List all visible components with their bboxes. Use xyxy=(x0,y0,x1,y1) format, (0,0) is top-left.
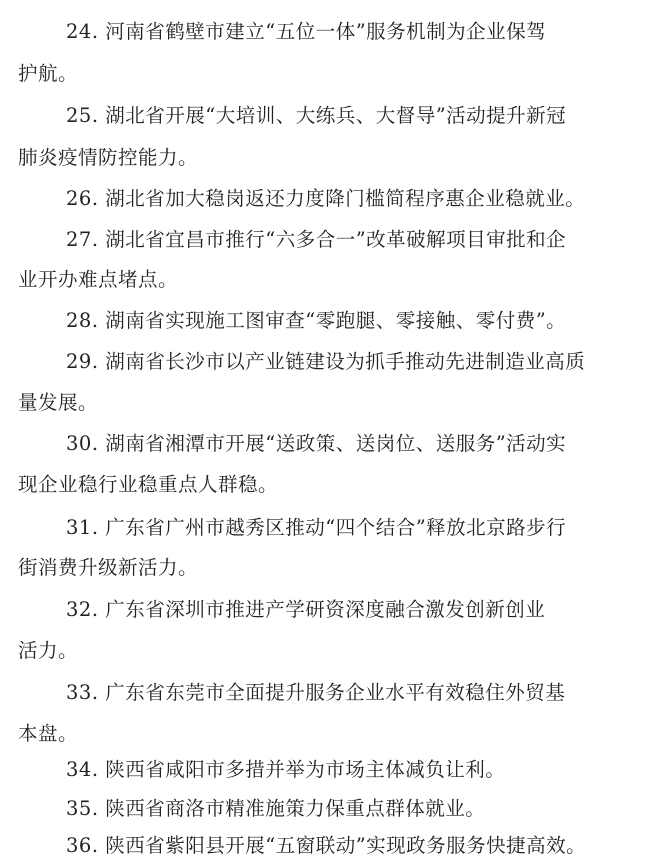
list-item-continuation: 街消费升级新活力。 xyxy=(18,556,199,579)
list-item-continuation: 本盘。 xyxy=(18,722,79,745)
item-number: 28. xyxy=(66,309,99,332)
item-number: 36. xyxy=(66,834,99,857)
item-text: 湖南省实现施工图审查“零跑腿、零接触、零付费”。 xyxy=(105,309,567,332)
list-item-continuation: 肺炎疫情防控能力。 xyxy=(18,146,199,169)
list-item xyxy=(0,826,648,866)
item-number: 35. xyxy=(66,797,99,820)
list-item-continuation: 活力。 xyxy=(18,639,79,662)
list-item xyxy=(0,12,648,52)
item-number: 32. xyxy=(66,598,99,621)
list-item xyxy=(0,220,648,260)
list-item xyxy=(0,673,648,713)
list-item-continuation: 量发展。 xyxy=(18,391,99,414)
item-number: 30. xyxy=(66,432,99,455)
item-text: 湖南省长沙市以产业链建设为抓手推动先进制造业高质 xyxy=(105,350,586,373)
list-item xyxy=(0,301,648,341)
list-item xyxy=(0,750,648,790)
item-number: 31. xyxy=(66,516,99,539)
list-item xyxy=(0,789,648,829)
list-item-continuation: 业开办难点堵点。 xyxy=(18,268,179,291)
item-number: 33. xyxy=(66,681,99,704)
item-text: 湖北省开展“大培训、大练兵、大督导”活动提升新冠 xyxy=(105,104,567,127)
item-text: 陕西省商洛市精准施策力保重点群体就业。 xyxy=(105,797,486,820)
item-text: 湖北省宜昌市推行“六多合一”改革破解项目审批和企 xyxy=(105,228,567,251)
item-number: 27. xyxy=(66,228,99,251)
item-text: 湖南省湘潭市开展“送政策、送岗位、送服务”活动实 xyxy=(105,432,567,455)
list-item xyxy=(0,590,648,630)
list-item-continuation: 现企业稳行业稳重点人群稳。 xyxy=(18,473,279,496)
item-number: 26. xyxy=(66,187,99,210)
item-text: 广东省东莞市全面提升服务企业水平有效稳住外贸基 xyxy=(105,681,566,704)
item-number: 29. xyxy=(66,350,99,373)
item-text: 湖北省加大稳岗返还力度降门槛简程序惠企业稳就业。 xyxy=(105,187,586,210)
list-item xyxy=(0,342,648,382)
list-item xyxy=(0,508,648,548)
item-text: 河南省鹤壁市建立“五位一体”服务机制为企业保驾 xyxy=(105,20,547,43)
item-text: 陕西省咸阳市多措并举为市场主体减负让利。 xyxy=(105,758,506,781)
list-item xyxy=(0,179,648,219)
list-item xyxy=(0,424,648,464)
item-text: 广东省深圳市推进产学研资深度融合激发创新创业 xyxy=(105,598,546,621)
item-number: 24. xyxy=(66,20,99,43)
item-text: 广东省广州市越秀区推动“四个结合”释放北京路步行 xyxy=(105,516,567,539)
item-number: 25. xyxy=(66,104,99,127)
list-item-continuation: 护航。 xyxy=(18,62,79,85)
item-text: 陕西省紫阳县开展“五窗联动”实现政务服务快捷高效。 xyxy=(105,834,587,857)
item-number: 34. xyxy=(66,758,99,781)
list-item xyxy=(0,96,648,136)
